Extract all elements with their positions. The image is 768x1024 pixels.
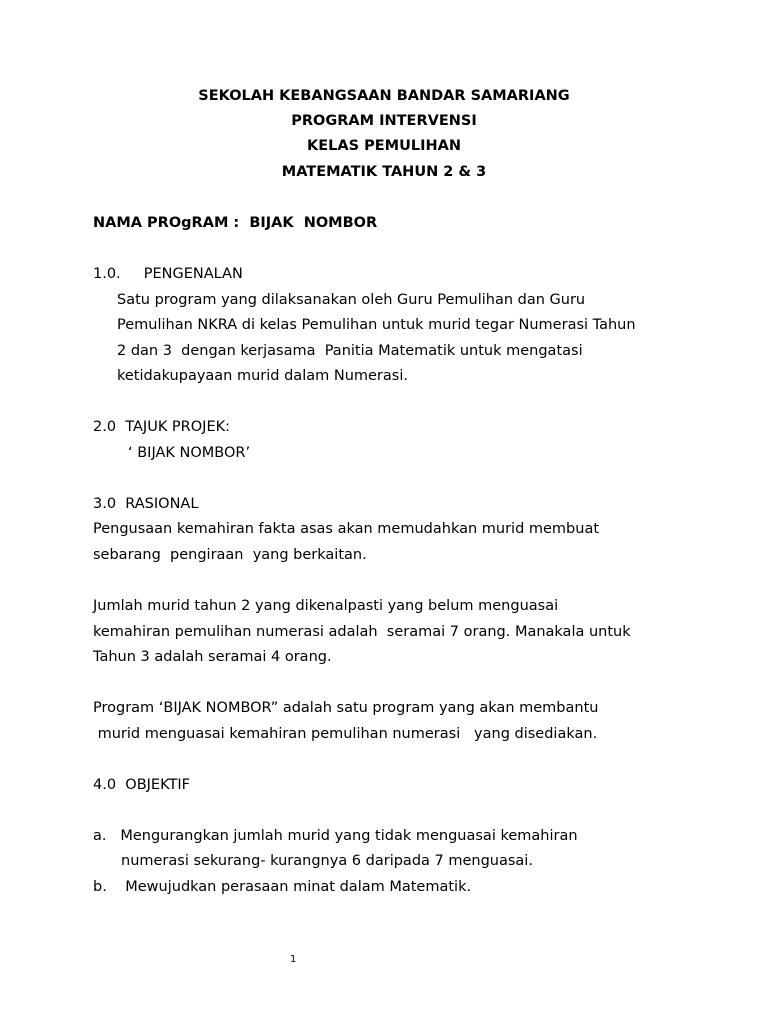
section-1-heading: 1.0. PENGENALAN	[93, 266, 243, 282]
program-heading: PROGRAM INTERVENSI	[291, 113, 477, 129]
rationale-text-line: kemahiran pemulihan numerasi adalah seramai 7 orang. Manakala untuk	[93, 624, 631, 640]
section-2-heading: 2.0 TAJUK PROJEK:	[93, 419, 230, 435]
rationale-text-line: Pengusaan kemahiran fakta asas akan memudahkan murid membuat	[93, 521, 600, 537]
rationale-text-line: murid menguasai kemahiran pemulihan numerasi yang disediakan.	[93, 726, 598, 742]
objective-a-line: a. Mengurangkan jumlah murid yang tidak menguasai kemahiran	[93, 828, 578, 844]
school-name-heading: SEKOLAH KEBANGSAAN BANDAR SAMARIANG	[198, 88, 570, 104]
program-name-line: NAMA PROgRAM : BIJAK NOMBOR	[93, 215, 378, 231]
rationale-text-line: Tahun 3 adalah seramai 4 orang.	[93, 649, 332, 665]
section-4-heading: 4.0 OBJEKTIF	[93, 777, 190, 793]
rationale-text-line: Jumlah murid tahun 2 yang dikenalpasti yang belum menguasai	[93, 598, 559, 614]
subject-heading: MATEMATIK TAHUN 2 & 3	[281, 164, 487, 180]
rationale-text-line: sebarang pengiraan yang berkaitan.	[93, 547, 367, 563]
objective-a-continuation: numerasi sekurang- kurangnya 6 daripada 7 menguasai.	[121, 853, 533, 869]
objective-b-line: b. Mewujudkan perasaan minat dalam Matematik.	[93, 879, 472, 895]
section-3-heading: 3.0 RASIONAL	[93, 496, 199, 512]
page-number: 1	[290, 954, 297, 965]
class-heading: KELAS PEMULIHAN	[307, 138, 461, 154]
section-1-text-line: Pemulihan NKRA di kelas Pemulihan untuk murid tegar Numerasi Tahun	[117, 317, 636, 333]
project-title: ‘ BIJAK NOMBOR’	[128, 445, 251, 461]
section-1-text-line: Satu program yang dilaksanakan oleh Guru Pemulihan dan Guru	[117, 292, 586, 308]
section-1-text-line: 2 dan 3 dengan kerjasama Panitia Matematik untuk mengatasi	[117, 343, 583, 359]
rationale-text-line: Program ‘BIJAK NOMBOR” adalah satu program yang akan membantu	[93, 700, 599, 716]
section-1-text-line: ketidakupayaan murid dalam Numerasi.	[117, 368, 408, 384]
